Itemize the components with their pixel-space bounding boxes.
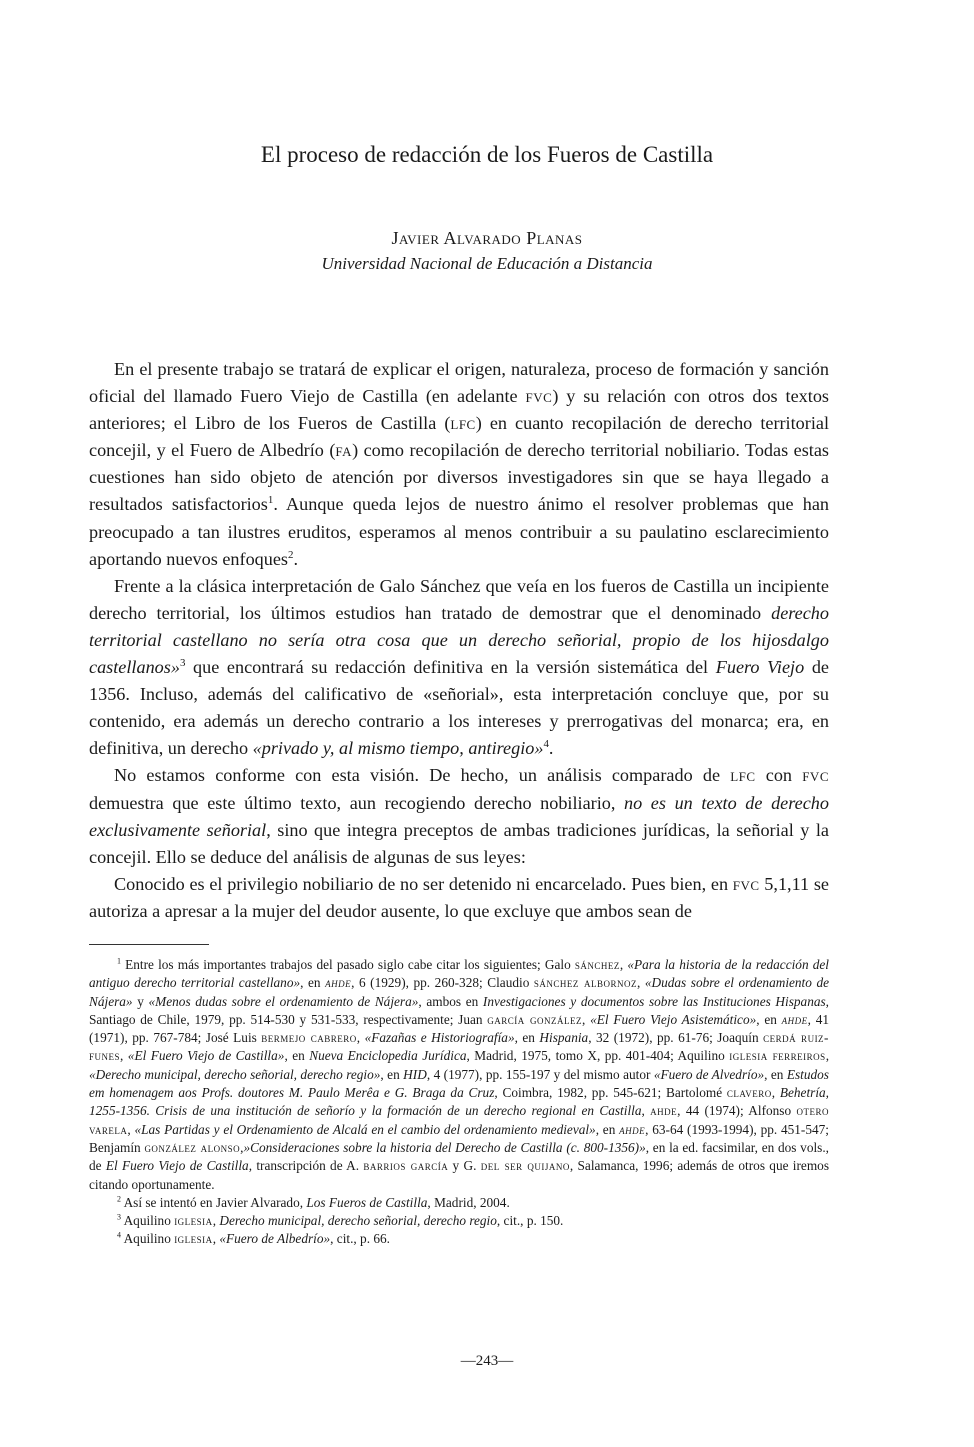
text-run: , 63-64 (1993-1994), pp. 451-547; Benjamín — [89, 1121, 829, 1155]
journal-abbrev: ahde — [650, 1103, 678, 1119]
text-run: Frente a la clásica interpretación de Galo Sánchez que veía en los fueros de Castilla un incipiente derecho territorial, los últimos estudios han tratado de demostrar que el denominado — [89, 575, 829, 623]
footnote-ref[interactable]: 2 — [288, 548, 294, 561]
footnote-number: 3 — [117, 1212, 121, 1222]
author-surname: gonzález alonso — [144, 1139, 241, 1155]
text-run: de 1356. Incluso, además del calificativo de «señorial», esta interpretación concluye que, por su contenido, era además un derecho contrario a los intereses y prerrogativas del monarca; era, en definitiva, un derecho — [89, 657, 829, 759]
italic-run: «Para la historia de la redacción del antiguo derecho territorial castellano» — [89, 957, 829, 991]
abbreviation: lfc — [730, 765, 756, 786]
author-surname: del ser quijano — [480, 1158, 570, 1174]
text-run: . Aunque queda lejos de nuestro ánimo el resolver problemas que han preocupado a tan ilustres eruditos, esperamos al menos contribuir a su paulatino esclarecimiento aportando nuevos enfoques — [89, 494, 829, 569]
text-run: 5,1,11 se autoriza a apresar a la mujer del deudor ausente, lo que excluye que ambos sean de — [89, 873, 829, 921]
author-surname: garcía gonzález — [487, 1011, 583, 1027]
text-run: No estamos conforme con esta visión. De hecho, un análisis comparado de — [114, 765, 731, 786]
italic-run: Investigaciones y documentos sobre las Instituciones Hispanas — [482, 993, 826, 1009]
paragraph-2 — [89, 573, 829, 763]
text-run: , en — [284, 1048, 310, 1064]
text-run: , — [619, 957, 628, 972]
text-run: Conocido es el privilegio nobiliario de no ser detenido ni encarcelado. Pues bien, en — [114, 873, 733, 894]
page-number: —243— — [460, 1353, 514, 1369]
text-run: , Madrid, 1975, tomo X, pp. 401-404; Aquilino — [466, 1048, 730, 1064]
text-run: , en la ed. facsimilar, en dos vols., de — [89, 1139, 829, 1174]
italic-run: «El Fuero Viejo de Castilla» — [127, 1048, 285, 1064]
article-title: El proceso de redacción de los Fueros de Castilla — [260, 142, 714, 167]
text-run: y — [132, 993, 149, 1009]
italic-run: «Las Partidas y el Ordenamiento de Alcalá en el cambio del ordenamiento medieval» — [134, 1121, 596, 1137]
author-surname: sánchez — [574, 957, 620, 972]
footnote-4 — [89, 1230, 829, 1248]
italic-run: «Dudas sobre el ordenamiento de Nájera» — [89, 975, 830, 1009]
text-run: ) y su relación con otros dos textos anteriores; el Libro de los Fueros de Castilla ( — [89, 386, 829, 434]
text-run: Así se intentó en Javier Alvarado, — [123, 1194, 307, 1210]
text-run: , — [825, 1048, 830, 1064]
text-run: , — [240, 1139, 244, 1155]
footnote-1 — [89, 956, 829, 1194]
text-run: , en — [756, 1011, 782, 1027]
italic-run: El Fuero Viejo de Castilla — [105, 1158, 249, 1174]
footnote-2 — [89, 1194, 829, 1212]
text-run: , 6 (1929), pp. 260-328; Claudio — [351, 975, 534, 991]
text-run: , 4 (1977), pp. 155-197 y del mismo autor — [426, 1066, 654, 1082]
author-surname: clavero — [726, 1085, 772, 1101]
italic-run: Los Fueros de Castilla — [306, 1194, 428, 1210]
text-run: , — [127, 1121, 135, 1137]
footnotes — [89, 956, 829, 1249]
paragraph-1 — [89, 356, 829, 573]
footnote-ref[interactable]: 3 — [179, 656, 186, 669]
text-run: , — [356, 1030, 365, 1046]
text-run: , ambos en — [418, 993, 483, 1009]
text-run: , Salamanca, 1996; además de otros que iremos citando oportunamente. — [89, 1158, 830, 1192]
abbreviation: fa — [335, 440, 353, 461]
italic-run: «privado y, al mismo tiempo, antiregio» — [252, 738, 544, 759]
text-run: , — [120, 1048, 128, 1064]
text-run: , — [641, 1103, 651, 1119]
footnote-ref[interactable]: 4 — [543, 738, 549, 751]
footnote-divider — [89, 944, 209, 945]
author-surname: iglesia — [174, 1231, 213, 1247]
text-run: , 32 (1972), pp. 61-76; Joaquín — [588, 1030, 764, 1046]
text-run: , cit., p. 150. — [496, 1213, 564, 1229]
text-run: Entre los más importantes trabajos del pasado siglo cabe citar los siguientes; Galo — [125, 957, 575, 972]
author-surname: bermejo cabrero — [261, 1030, 357, 1046]
italic-run: derecho territorial castellano no sería otra cosa que un derecho señorial, propio de los hijosdalgo castellanos» — [89, 602, 829, 678]
text-run: , sino que integra preceptos de ambas tradiciones jurídicas, la señorial y la concejil. Ello se deduce del análisis de algunas de sus leyes: — [89, 819, 829, 867]
body-text — [89, 356, 829, 925]
paragraph-4 — [89, 871, 829, 925]
author-surname: cerdá ruiz-funes — [89, 1030, 829, 1064]
italic-run: no es un texto de derecho exclusivamente señorial — [89, 792, 829, 840]
italic-run: Hispania — [539, 1030, 589, 1046]
text-run: , en — [514, 1030, 540, 1046]
journal-abbrev: ahde — [325, 975, 352, 991]
text-run: ) en cuanto recopilación de derecho territorial concejil, y el Fuero de Albedrío ( — [89, 413, 829, 461]
footnote-3 — [89, 1212, 829, 1230]
abbreviation: fvc — [525, 386, 553, 407]
italic-run: «Fazañas e Historiografía» — [364, 1030, 515, 1046]
text-run: , 41 (1971), pp. 767-784; José Luis — [89, 1011, 829, 1046]
text-run: , transcripción de A. — [248, 1158, 364, 1174]
italic-run: Behetría, 1255-1356. Crisis de una institución de señorío y la formación de un derecho regional en Castilla — [89, 1085, 829, 1119]
text-run: . — [293, 548, 298, 569]
text-run: , Santiago de Chile, 1979, pp. 514-530 y 531-533, respectivamente; Juan — [89, 993, 829, 1027]
text-run: , en — [595, 1121, 620, 1137]
text-run: y G. — [448, 1158, 481, 1174]
text-run: ) como recopilación de derecho territorial nobiliario. Todas estas cuestiones han sido objeto de atención por diversos investigadores sin que se haya llegado a resultados satisfactorios — [89, 440, 829, 515]
author-name: Javier Alvarado Planas — [391, 228, 583, 248]
italic-run: Nueva Enciclopedia Jurídica — [309, 1048, 467, 1064]
abbreviation: fvc — [732, 873, 760, 894]
footnote-ref[interactable]: 1 — [267, 494, 274, 507]
footnote-number: 1 — [117, 956, 121, 966]
italic-run: «Fuero de Albedrío» — [219, 1231, 331, 1247]
text-run: En el presente trabajo se tratará de explicar el origen, naturaleza, proceso de formación y sanción oficial del llamado Fuero Viejo de Castilla (en adelante — [89, 359, 829, 407]
text-run: demuestra que este último texto, aun recogiendo derecho nobiliario, — [89, 792, 625, 813]
text-run: , en — [380, 1066, 404, 1082]
author-surname: barrios garcía — [363, 1158, 449, 1174]
text-run: , — [771, 1085, 780, 1101]
text-run: , — [582, 1011, 591, 1027]
text-run: , — [212, 1231, 220, 1247]
italic-run: HID — [403, 1066, 427, 1082]
italic-run: Derecho municipal, derecho señorial, derecho regio — [219, 1213, 497, 1229]
text-run: , — [636, 975, 645, 991]
italic-run: «Fuero de Alvedrío» — [653, 1066, 765, 1082]
author-surname: iglesia — [174, 1213, 213, 1229]
footnote-number: 4 — [117, 1231, 121, 1241]
text-run: . — [548, 738, 554, 759]
text-run: , 44 (1974); Alfonso — [677, 1103, 797, 1119]
author-surname: sánchez albornoz — [533, 975, 637, 991]
paragraph-3 — [89, 762, 829, 870]
abbreviation: lfc — [450, 413, 476, 434]
text-run: Aquilino — [123, 1213, 175, 1229]
text-run: con — [755, 765, 803, 786]
italic-run: «Derecho municipal, derecho señorial, derecho regio» — [89, 1066, 381, 1082]
text-run: , en — [764, 1066, 787, 1082]
footnote-number: 2 — [117, 1194, 121, 1204]
author-affiliation: Universidad Nacional de Educación a Distancia — [321, 254, 653, 273]
journal-abbrev: ahde — [781, 1011, 808, 1027]
text-run: Aquilino — [123, 1231, 175, 1247]
italic-run: Estudos em homenagem aos Profs. doutores M. Paulo Merêa e G. Braga da Cruz — [89, 1066, 829, 1101]
text-run: , Coimbra, 1982, pp. 545-621; Bartolomé — [494, 1085, 727, 1101]
abbreviation: fvc — [802, 765, 829, 786]
text-run: , Madrid, 2004. — [427, 1194, 510, 1210]
italic-run: «Menos dudas sobre el ordenamiento de Nájera» — [148, 993, 419, 1009]
italic-run: Fuero Viejo — [715, 657, 805, 678]
text-run: , — [212, 1213, 220, 1229]
italic-run: «El Fuero Viejo Asistemático» — [590, 1011, 757, 1027]
italic-run: »Consideraciones sobre la historia del Derecho de Castilla (c. 800-1356)» — [243, 1139, 646, 1155]
text-run: , cit., p. 66. — [330, 1231, 390, 1247]
author-surname: otero varela — [89, 1103, 829, 1137]
journal-abbrev: ahde — [619, 1121, 646, 1137]
text-run: , en — [300, 975, 326, 991]
text-run: que encontrará su redacción definitiva en la versión sistemática del — [185, 657, 716, 678]
author-surname: iglesia ferreiros — [729, 1048, 826, 1064]
